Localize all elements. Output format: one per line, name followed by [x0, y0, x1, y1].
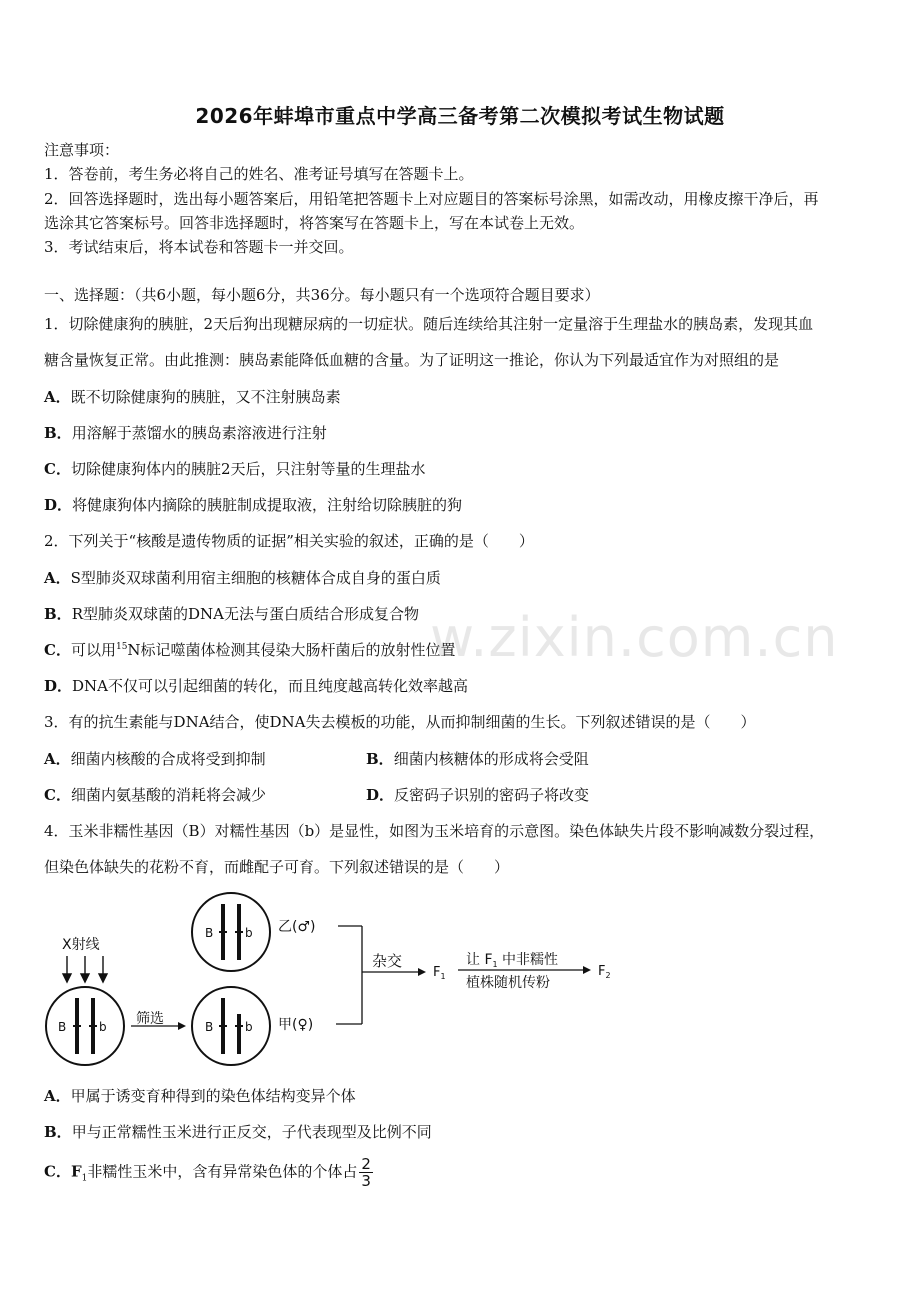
question-text: 有的抗生素能与DNA结合，使DNA失去模板的功能，从而抑制细菌的生长。下列叙述错误的是（ ）: [68, 713, 756, 731]
option-label: D．: [44, 677, 73, 695]
option-text: 甲与正常糯性玉米进行正反交，子代表现型及比例不同: [71, 1123, 432, 1141]
yi-label: 乙(♂): [278, 919, 316, 935]
option-text: F: [70, 1162, 82, 1181]
allele-B-label: B: [58, 1020, 67, 1034]
option-label: A．: [44, 750, 71, 768]
f1-label: $F_1$: [433, 965, 446, 981]
question-text: 下列关于“核酸是遗传物质的证据”相关实验的叙述，正确的是（ ）: [68, 532, 534, 550]
option-text: 既不切除健康狗的胰脏，又不注射胰岛素: [70, 388, 341, 406]
option-b: [44, 1121, 432, 1142]
question-number: 4．: [44, 822, 69, 840]
option-label: B．: [44, 605, 72, 623]
question-text: 玉米非糯性基因（B）对糯性基因（b）是显性，如图为玉米培育的示意图。染色体缺失片段不影响减数分裂过程，: [68, 822, 825, 840]
option-label: C．: [44, 460, 71, 478]
question-text: 切除健康狗的胰脏，2天后狗出现糖尿病的一切症状。随后连续给其注射一定量溶于生理盐水的胰岛素，发现其血: [68, 315, 814, 333]
jia-cell: [192, 987, 270, 1065]
option-text: 用溶解于蒸馏水的胰岛素溶液进行注射: [71, 424, 327, 442]
question-stem: [44, 530, 534, 551]
option-d: [44, 675, 468, 696]
option-text: 切除健康狗体内的胰脏2天后，只注射等量的生理盐水: [70, 460, 426, 478]
option-text: 反密码子识别的密码子将改变: [394, 786, 590, 804]
question-number: 3．: [44, 713, 69, 731]
fraction: [359, 1156, 373, 1189]
option-a: [44, 567, 441, 588]
section-heading: 一、选择题：（共6小题，每小题6分，共36分。每小题只有一个选项符合题目要求）: [44, 286, 600, 304]
allele-b-label: b: [245, 1020, 253, 1034]
option-b: [44, 603, 419, 624]
option-label: B．: [366, 750, 394, 768]
cross-label: 杂交: [372, 952, 403, 970]
option-text: N标记噬菌体检测其侵染大肠杆菌后的放射性位置: [127, 641, 456, 659]
notice-item: 1．答卷前，考生务必将自己的姓名、准考证号填写在答题卡上。: [44, 165, 474, 183]
question-stem: [44, 820, 824, 841]
notice-heading: 注意事项：: [44, 141, 120, 159]
let-f1-label: 让 $F_1$ 中非糯性: [466, 952, 559, 969]
subscript: 1: [81, 1173, 88, 1184]
option-text: 可以用: [70, 641, 116, 659]
option-b: [44, 422, 327, 443]
question-number: 2．: [44, 532, 69, 550]
fraction-denominator: 3: [361, 1172, 371, 1190]
jia-label: 甲(♀): [278, 1017, 314, 1033]
option-text: 细菌内核酸的合成将受到抑制: [70, 750, 266, 768]
xray-arrows: [63, 956, 107, 982]
option-label: A．: [44, 569, 71, 587]
option-label: D．: [44, 496, 73, 514]
question-stem: [44, 313, 813, 334]
option-text: 细菌内氨基酸的消耗将会减少: [70, 786, 266, 804]
option-text: DNA不仅可以引起细菌的转化，而且纯度越高转化效率越高: [72, 677, 469, 695]
notice-item: 选涂其它答案标号。回答非选择题时，将答案写在答题卡上，写在本试卷上无效。: [44, 214, 585, 232]
option-label: C．: [44, 641, 71, 659]
option-a: [44, 748, 266, 769]
option-label: C．: [44, 1162, 71, 1181]
option-text: R型肺炎双球菌的DNA无法与蛋白质结合形成复合物: [71, 605, 419, 623]
option-c: [44, 639, 456, 660]
option-text: 甲属于诱变育种得到的染色体结构变异个体: [70, 1087, 356, 1105]
cross-bracket: [336, 926, 362, 1024]
isotope-superscript: 15: [115, 642, 128, 652]
screen-label: 筛选: [136, 1011, 164, 1027]
allele-B-label: B: [205, 1020, 214, 1034]
allele-b-label: b: [99, 1020, 107, 1034]
yi-cell: [192, 893, 270, 971]
option-label: A．: [44, 388, 71, 406]
option-b: [366, 748, 589, 769]
option-text: 细菌内核糖体的形成将会受阻: [393, 750, 589, 768]
option-a: [44, 1085, 356, 1106]
option-label: C．: [44, 786, 71, 804]
fraction-numerator: 2: [361, 1155, 371, 1173]
question-text: 糖含量恢复正常。由此推测：胰岛素能降低血糖的含量。为了证明这一推论，你认为下列最适宜作为对照组的是: [44, 351, 780, 369]
pollination-label: 植株随机传粉: [466, 975, 550, 991]
notice-item: 3．考试结束后，将本试卷和答题卡一并交回。: [44, 238, 354, 256]
question-text: 但染色体缺失的花粉不育，而雌配子可育。下列叙述错误的是（ ）: [44, 858, 510, 876]
option-label: A．: [44, 1087, 71, 1105]
breeding-diagram: [0, 880, 920, 1080]
option-label: D．: [366, 786, 395, 804]
option-a: [44, 386, 341, 407]
option-text: S型肺炎双球菌利用宿主细胞的核糖体合成自身的蛋白质: [70, 569, 441, 587]
allele-B-label: B: [205, 926, 214, 940]
option-text: 非糯性玉米中，含有异常染色体的个体占: [87, 1162, 358, 1181]
notice-item: 2．回答选择题时，选出每小题答案后，用铅笔把答题卡上对应题目的答案标号涂黑，如需改动，用橡皮擦干净后，再: [44, 190, 819, 208]
option-text: 将健康狗体内摘除的胰脏制成提取液，注射给切除胰脏的狗: [72, 496, 463, 514]
xray-label: X射线: [62, 937, 100, 953]
option-c: [44, 458, 426, 479]
page-title: 2026年蚌埠市重点中学高三备考第二次模拟考试生物试题: [195, 104, 725, 128]
watermark: w.zixin.com.cn: [430, 606, 839, 669]
f2-label: $F_2$: [598, 964, 611, 980]
option-c: [44, 784, 266, 805]
option-label: B．: [44, 1123, 72, 1141]
option-c: [44, 1156, 373, 1189]
option-label: B．: [44, 424, 72, 442]
original-cell: [46, 987, 124, 1065]
option-d: [44, 494, 462, 515]
option-d: [366, 784, 589, 805]
question-stem: [44, 711, 756, 732]
allele-b-label: b: [245, 926, 253, 940]
question-number: 1．: [44, 315, 69, 333]
